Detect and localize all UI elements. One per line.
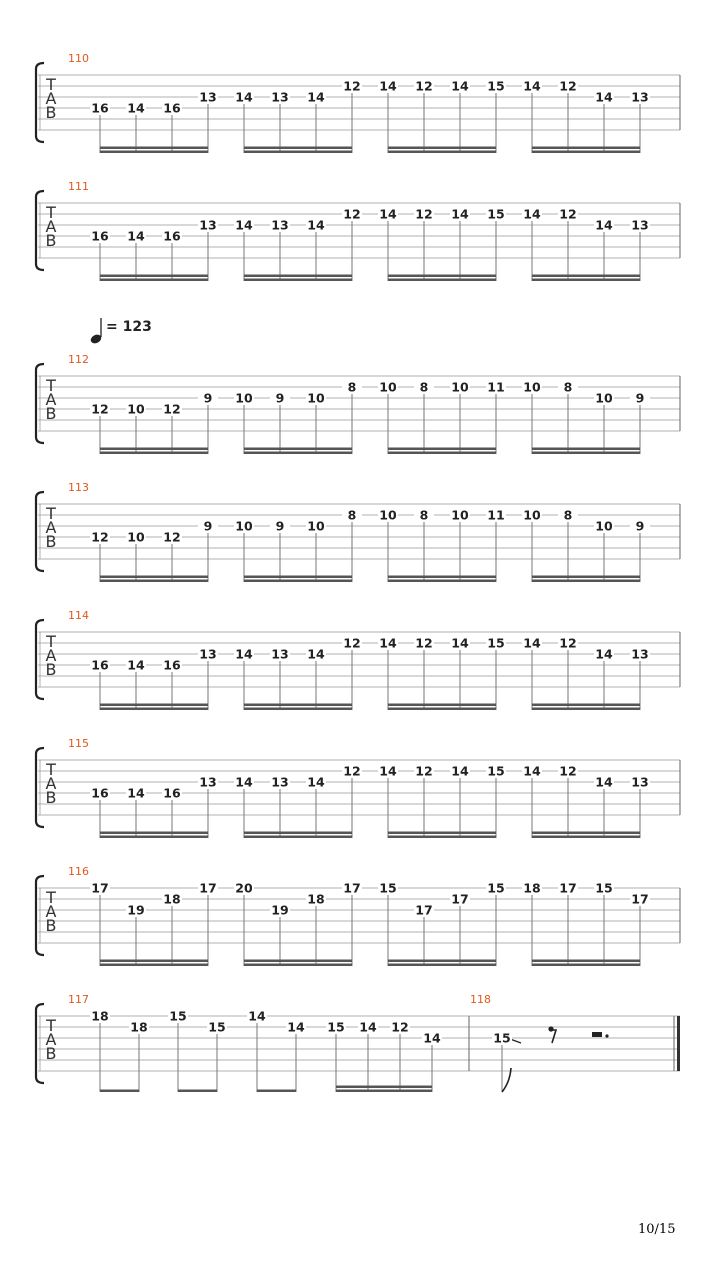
fret-number: 13 xyxy=(199,774,217,790)
fret-number: 20 xyxy=(235,880,253,896)
fret-number: 15 xyxy=(487,206,505,222)
fret-number: 14 xyxy=(248,1008,266,1024)
fret-number: 14 xyxy=(235,217,253,233)
fret-number: 14 xyxy=(523,78,541,94)
fret-number: 14 xyxy=(127,785,145,801)
fret-number: 16 xyxy=(163,100,181,116)
tab-clef-letter: T xyxy=(46,632,56,651)
tab-clef-letter: A xyxy=(45,646,57,665)
fret-number: 10 xyxy=(595,390,613,406)
beam xyxy=(244,279,352,282)
fret-number: 9 xyxy=(635,390,645,406)
beam xyxy=(388,964,496,967)
beam xyxy=(388,147,496,150)
fret-number: 15 xyxy=(487,880,505,896)
fret-number: 14 xyxy=(523,635,541,651)
beam xyxy=(336,1090,432,1093)
system-measure-114 xyxy=(36,609,680,710)
tab-clef-letter: A xyxy=(45,902,57,921)
fret-number: 17 xyxy=(415,902,433,918)
fret-number: 13 xyxy=(271,774,289,790)
tab-clef-letter: B xyxy=(45,103,57,122)
tab-clef-letter: T xyxy=(46,203,56,222)
measure-number: 116 xyxy=(68,865,89,878)
fret-number: 14 xyxy=(307,89,325,105)
system-measure-115 xyxy=(36,737,680,838)
fret-number: 13 xyxy=(199,89,217,105)
fret-number: 11 xyxy=(487,379,505,395)
fret-number: 12 xyxy=(559,78,577,94)
tempo-value: = 123 xyxy=(106,319,152,335)
fret-number: 16 xyxy=(91,100,109,116)
system-measure-113 xyxy=(36,481,680,582)
beam xyxy=(100,448,208,451)
tab-clef-letter: A xyxy=(45,1030,57,1049)
fret-number: 14 xyxy=(307,774,325,790)
tab-clef-letter: B xyxy=(45,1044,57,1063)
tab-clef-letter: T xyxy=(46,75,56,94)
fret-number: 9 xyxy=(275,390,285,406)
fret-number: 10 xyxy=(595,518,613,534)
fret-number: 19 xyxy=(271,902,289,918)
measure-number: 110 xyxy=(68,52,89,65)
beam xyxy=(244,151,352,154)
fret-number: 10 xyxy=(379,507,397,523)
fret-number: 14 xyxy=(127,100,145,116)
tab-clef-letter: T xyxy=(46,376,56,395)
beam xyxy=(244,704,352,707)
fret-number: 18 xyxy=(130,1019,148,1035)
beam xyxy=(336,1086,432,1089)
fret-number: 8 xyxy=(563,379,573,395)
tab-clef xyxy=(45,1016,56,1063)
beam xyxy=(244,448,352,451)
tab-clef xyxy=(45,760,56,807)
note-flag xyxy=(502,1068,511,1092)
fret-number: 12 xyxy=(343,763,361,779)
fret-number: 10 xyxy=(235,518,253,534)
page-number: 10/15 xyxy=(638,1222,676,1237)
fret-number: 10 xyxy=(307,518,325,534)
beam xyxy=(244,964,352,967)
tab-clef-letter: B xyxy=(45,532,57,551)
beam xyxy=(244,832,352,835)
fret-number: 10 xyxy=(451,507,469,523)
beam xyxy=(532,832,640,835)
fret-number: 14 xyxy=(235,646,253,662)
fret-number: 14 xyxy=(287,1019,305,1035)
fret-number: 13 xyxy=(631,89,649,105)
fret-number: 12 xyxy=(559,206,577,222)
beam xyxy=(532,448,640,451)
system-measure-116 xyxy=(36,865,680,966)
tab-clef xyxy=(45,203,56,250)
beam xyxy=(532,147,640,150)
beam xyxy=(244,836,352,839)
fret-number: 14 xyxy=(595,89,613,105)
fret-number: 14 xyxy=(379,206,397,222)
fret-number: 14 xyxy=(595,217,613,233)
fret-number: 14 xyxy=(595,646,613,662)
measure-number: 117 xyxy=(68,993,89,1006)
beam xyxy=(244,147,352,150)
fret-number: 17 xyxy=(451,891,469,907)
fret-number: 9 xyxy=(203,518,213,534)
beam xyxy=(532,576,640,579)
beam xyxy=(388,576,496,579)
beam xyxy=(388,708,496,711)
beam xyxy=(178,1090,217,1093)
tab-clef-letter: T xyxy=(46,1016,56,1035)
tab-clef xyxy=(45,632,56,679)
fret-number: 15 xyxy=(379,880,397,896)
fret-number: 8 xyxy=(347,507,357,523)
fret-number: 12 xyxy=(415,78,433,94)
fret-number: 16 xyxy=(163,785,181,801)
tab-clef xyxy=(45,75,56,122)
fret-number: 15 xyxy=(487,78,505,94)
fret-number: 14 xyxy=(451,763,469,779)
fret-number: 18 xyxy=(163,891,181,907)
fret-number: 13 xyxy=(271,89,289,105)
fret-number: 14 xyxy=(451,206,469,222)
fret-number: 14 xyxy=(451,635,469,651)
measure-number: 111 xyxy=(68,180,89,193)
eighth-rest-icon xyxy=(548,1026,556,1043)
beam xyxy=(244,275,352,278)
beam xyxy=(100,580,208,583)
fret-number: 10 xyxy=(235,390,253,406)
system-measure-117-118 xyxy=(36,993,680,1092)
fret-number: 16 xyxy=(91,228,109,244)
fret-number: 15 xyxy=(487,635,505,651)
dotted-half-rest-icon xyxy=(592,1032,609,1038)
measure-number: 115 xyxy=(68,737,89,750)
beam xyxy=(100,832,208,835)
fret-number: 9 xyxy=(275,518,285,534)
fret-number: 14 xyxy=(451,78,469,94)
fret-number: 14 xyxy=(235,89,253,105)
fret-number: 13 xyxy=(631,646,649,662)
beam xyxy=(100,960,208,963)
fret-number: 10 xyxy=(451,379,469,395)
beam xyxy=(100,279,208,282)
beam xyxy=(244,960,352,963)
fret-number: 15 xyxy=(327,1019,345,1035)
beam xyxy=(388,448,496,451)
fret-number: 16 xyxy=(91,657,109,673)
tab-clef-letter: T xyxy=(46,888,56,907)
fret-number: 17 xyxy=(199,880,217,896)
beam xyxy=(388,151,496,154)
fret-number: 13 xyxy=(271,217,289,233)
fret-number: 10 xyxy=(307,390,325,406)
beam xyxy=(244,452,352,455)
fret-number: 12 xyxy=(391,1019,409,1035)
fret-number: 15 xyxy=(487,763,505,779)
fret-number: 12 xyxy=(559,763,577,779)
fret-number: 10 xyxy=(379,379,397,395)
fret-number: 14 xyxy=(379,763,397,779)
fret-number: 14 xyxy=(423,1030,441,1046)
beam xyxy=(100,147,208,150)
beam xyxy=(532,960,640,963)
fret-number: 18 xyxy=(91,1008,109,1024)
fret-number: 14 xyxy=(307,217,325,233)
fret-number: 14 xyxy=(523,763,541,779)
fret-number: 11 xyxy=(487,507,505,523)
fret-number: 19 xyxy=(127,902,145,918)
beam xyxy=(100,964,208,967)
tab-clef-letter: B xyxy=(45,660,57,679)
beam xyxy=(388,580,496,583)
beam xyxy=(388,275,496,278)
fret-number: 17 xyxy=(343,880,361,896)
beam xyxy=(388,960,496,963)
tab-clef-letter: A xyxy=(45,774,57,793)
system-measure-112 xyxy=(36,353,680,454)
system-measure-111 xyxy=(36,180,680,281)
beam xyxy=(244,580,352,583)
fret-number: 14 xyxy=(359,1019,377,1035)
fret-number: 16 xyxy=(163,657,181,673)
beam xyxy=(244,708,352,711)
fret-number: 10 xyxy=(127,401,145,417)
fret-number: 14 xyxy=(307,646,325,662)
fret-number: 12 xyxy=(415,635,433,651)
fret-number: 14 xyxy=(595,774,613,790)
beam xyxy=(388,836,496,839)
beam xyxy=(532,836,640,839)
tempo-marking xyxy=(89,318,152,345)
measure-number: 118 xyxy=(470,993,491,1006)
fret-number: 13 xyxy=(199,646,217,662)
beam xyxy=(532,275,640,278)
fret-number: 10 xyxy=(523,379,541,395)
fret-number: 12 xyxy=(163,529,181,545)
beam xyxy=(388,832,496,835)
beam xyxy=(244,576,352,579)
tab-clef-letter: A xyxy=(45,518,57,537)
fret-number: 10 xyxy=(523,507,541,523)
beam xyxy=(257,1090,296,1093)
fret-number: 13 xyxy=(199,217,217,233)
final-barline-thick xyxy=(677,1016,680,1071)
fret-number: 15 xyxy=(208,1019,226,1035)
tab-clef-letter: B xyxy=(45,404,57,423)
beam xyxy=(532,279,640,282)
tab-clef xyxy=(45,504,56,551)
tab-clef xyxy=(45,376,56,423)
fret-number: 12 xyxy=(343,78,361,94)
beam xyxy=(100,836,208,839)
fret-number: 9 xyxy=(635,518,645,534)
beam xyxy=(532,580,640,583)
fret-number: 14 xyxy=(127,228,145,244)
fret-number: 13 xyxy=(271,646,289,662)
beam xyxy=(388,452,496,455)
beam xyxy=(100,576,208,579)
fret-number: 8 xyxy=(419,507,429,523)
fret-number: 12 xyxy=(91,401,109,417)
measure-number: 113 xyxy=(68,481,89,494)
fret-number: 18 xyxy=(523,880,541,896)
beam xyxy=(100,151,208,154)
fret-number: 14 xyxy=(523,206,541,222)
fret-number: 14 xyxy=(379,635,397,651)
measure-number: 114 xyxy=(68,609,89,622)
beam xyxy=(532,708,640,711)
fret-number: 17 xyxy=(559,880,577,896)
fret-number: 9 xyxy=(203,390,213,406)
tab-clef-letter: T xyxy=(46,760,56,779)
quarter-note-icon xyxy=(89,318,102,345)
fret-number: 16 xyxy=(91,785,109,801)
fret-number: 12 xyxy=(163,401,181,417)
fret-number: 13 xyxy=(631,774,649,790)
fret-number: 12 xyxy=(415,206,433,222)
fret-number: 17 xyxy=(91,880,109,896)
beam xyxy=(100,704,208,707)
beam xyxy=(100,1090,139,1093)
fret-number: 15 xyxy=(169,1008,187,1024)
fret-number: 17 xyxy=(631,891,649,907)
fret-number: 14 xyxy=(379,78,397,94)
tab-clef-letter: B xyxy=(45,231,57,250)
fret-number: 12 xyxy=(343,635,361,651)
beam xyxy=(532,151,640,154)
fret-number: 12 xyxy=(415,763,433,779)
beam xyxy=(388,279,496,282)
fret-number: 12 xyxy=(343,206,361,222)
beam xyxy=(100,452,208,455)
beam xyxy=(100,275,208,278)
system-measure-110 xyxy=(36,52,680,153)
tab-clef-letter: B xyxy=(45,916,57,935)
measure-number: 112 xyxy=(68,353,89,366)
beam xyxy=(532,964,640,967)
beam xyxy=(532,452,640,455)
fret-number: 10 xyxy=(127,529,145,545)
fret-number: 16 xyxy=(163,228,181,244)
fret-number: 8 xyxy=(419,379,429,395)
fret-number: 14 xyxy=(127,657,145,673)
tab-clef xyxy=(45,888,56,935)
fret-number: 15 xyxy=(493,1030,511,1046)
tab-clef-letter: A xyxy=(45,217,57,236)
fret-number: 12 xyxy=(559,635,577,651)
tab-clef-letter: A xyxy=(45,390,57,409)
fret-number: 8 xyxy=(347,379,357,395)
fret-number: 13 xyxy=(631,217,649,233)
tab-clef-letter: A xyxy=(45,89,57,108)
fret-number: 14 xyxy=(235,774,253,790)
beam xyxy=(532,704,640,707)
fret-number: 18 xyxy=(307,891,325,907)
beam xyxy=(100,708,208,711)
fret-number: 8 xyxy=(563,507,573,523)
tab-clef-letter: T xyxy=(46,504,56,523)
fret-number: 12 xyxy=(91,529,109,545)
beam xyxy=(388,704,496,707)
tab-clef-letter: B xyxy=(45,788,57,807)
fret-number: 15 xyxy=(595,880,613,896)
